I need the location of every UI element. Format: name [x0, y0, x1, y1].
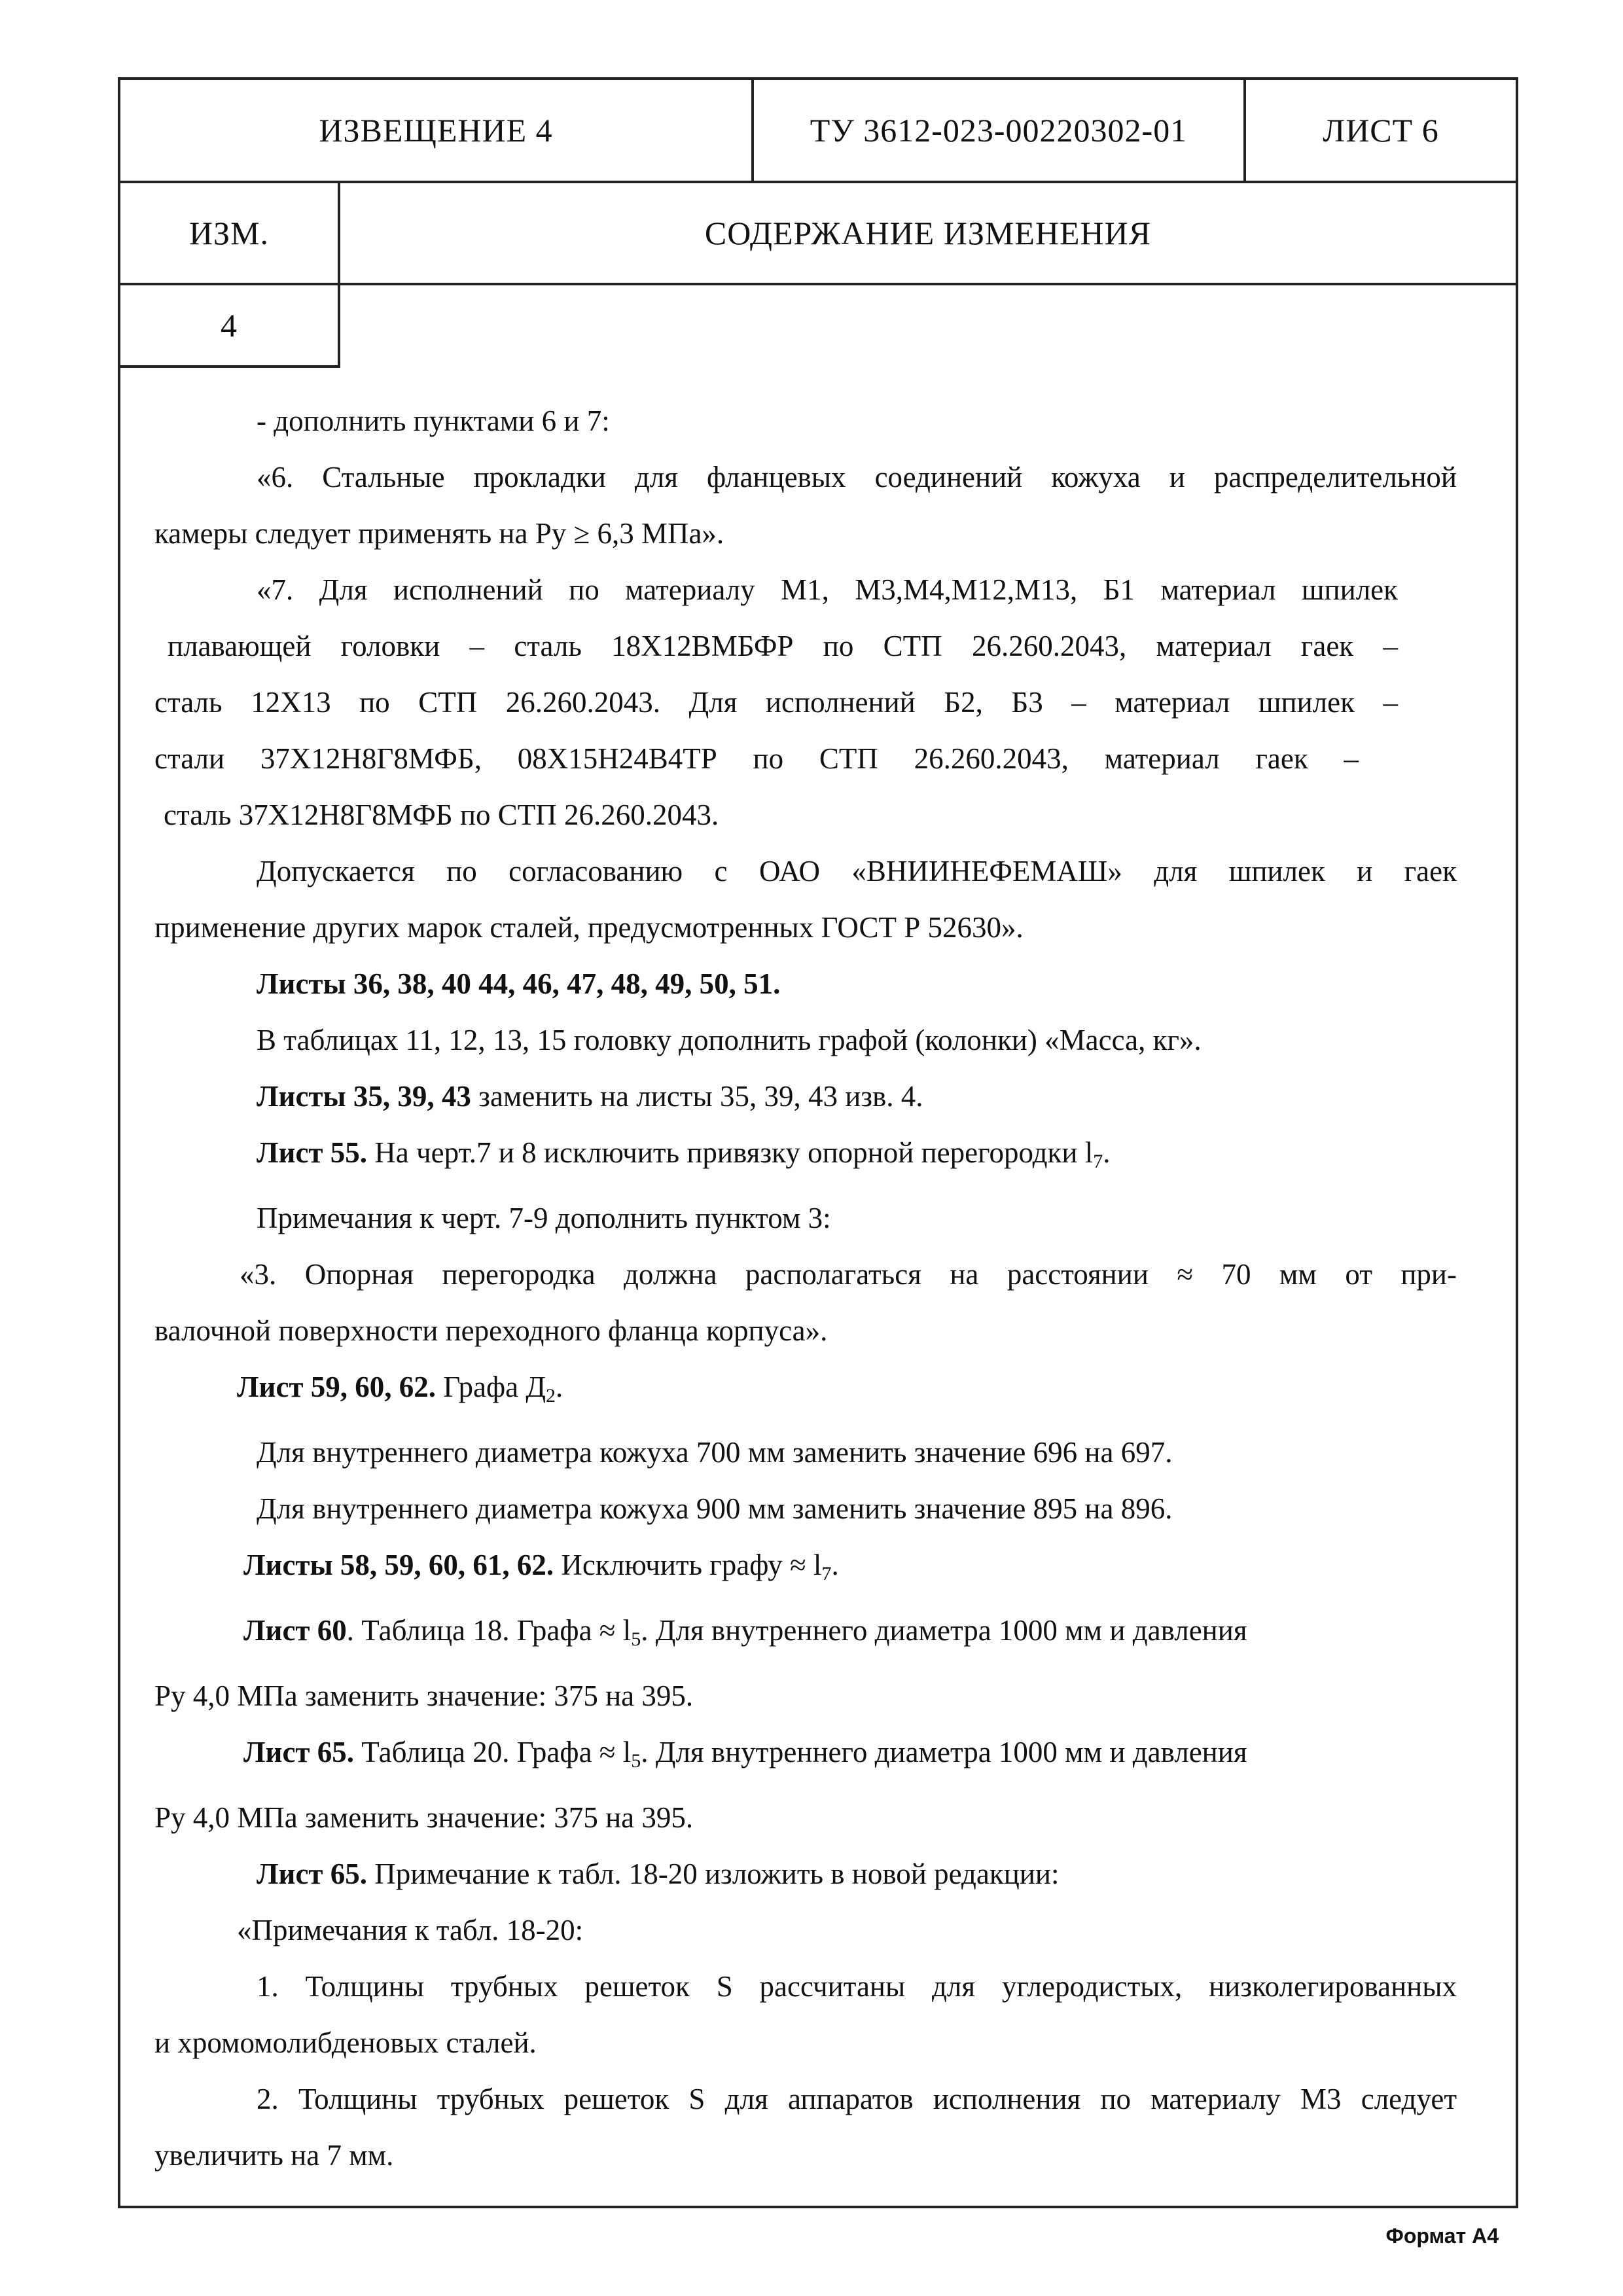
- text-fragment: .: [1103, 1136, 1111, 1169]
- sheet-ref: Лист 65.: [243, 1736, 355, 1768]
- text-line: «3. Опорная перегородка должна располагаться на расстоянии ≈ 70 мм от при-: [240, 1258, 1457, 1291]
- text-line: сталь 12Х13 по СТП 26.260.2043. Для исполнений Б2, Б3 – материал шпилек –: [154, 686, 1398, 719]
- text-line: [154, 1724, 1457, 1789]
- text-line: Допускается по согласованию с ОАО «ВНИИНЕФЕМАШ» для шпилек и гаек: [257, 855, 1457, 888]
- sheet-ref: Лист 55.: [257, 1136, 368, 1169]
- subscript: 7: [821, 1563, 832, 1585]
- text-line: камеры следует применять на Ру ≥ 6,3 МПа».: [154, 517, 724, 550]
- subscript: 5: [631, 1750, 641, 1772]
- text-line: Ру 4,0 МПа заменить значение: 375 на 395.: [154, 1679, 694, 1712]
- sheet-cell: ЛИСТ 6: [1246, 80, 1516, 183]
- change-content: [154, 393, 1457, 2183]
- text-line: В таблицах 11, 12, 13, 15 головку дополнить графой (колонки) «Масса, кг».: [257, 1024, 1202, 1056]
- text-fragment: Таблица 20. Графа ≈ l: [354, 1736, 632, 1768]
- subscript: 2: [546, 1385, 556, 1407]
- change-number-cell: 4: [120, 285, 340, 368]
- text-line: Для внутреннего диаметра кожуха 900 мм заменить значение 895 на 896.: [257, 1492, 1173, 1525]
- text-line: сталь 37Х12Н8Г8МФБ по СТП 26.260.2043.: [164, 798, 719, 831]
- page-format-label: Формат А4: [1385, 2224, 1499, 2248]
- text-line: плавающей головки – сталь 18Х12ВМБФР по СТП 26.260.2043, материал гаек –: [168, 630, 1398, 662]
- subscript: 5: [631, 1628, 641, 1650]
- text-line: Примечания к черт. 7-9 дополнить пунктом 3:: [257, 1202, 831, 1234]
- text-fragment: На черт.7 и 8 исключить привязку опорной перегородки l: [367, 1136, 1094, 1169]
- sheet-ref: Листы 35, 39, 43: [257, 1080, 471, 1113]
- text-line: «6. Стальные прокладки для фланцевых соединений кожуха и распределительной: [257, 461, 1457, 493]
- text-fragment: Примечание к табл. 18-20 изложить в новой редакции:: [367, 1857, 1060, 1890]
- sheet-ref: Лист 65.: [257, 1857, 368, 1890]
- text-line: [154, 1068, 1457, 1124]
- sheet-ref: Лист 59, 60, 62.: [237, 1371, 437, 1403]
- sheet-ref: Лист 60: [243, 1614, 347, 1647]
- text-line: применение других марок сталей, предусмотренных ГОСТ Р 52630».: [154, 911, 1024, 944]
- text-fragment: заменить на листы 35, 39, 43 изв. 4.: [471, 1080, 923, 1113]
- text-fragment: Исключить графу ≈ l: [554, 1549, 822, 1581]
- text-line: стали 37Х12Н8Г8МФБ, 08Х15Н24В4ТР по СТП 26.260.2043, материал гаек –: [154, 742, 1359, 775]
- text-fragment: Графа Д: [436, 1371, 546, 1403]
- text-line: Для внутреннего диаметра кожуха 700 мм заменить значение 696 на 697.: [257, 1436, 1173, 1469]
- text-line: 1. Толщины трубных решеток S рассчитаны для углеродистых, низколегированных: [257, 1970, 1457, 2003]
- text-fragment: . Для внутреннего диаметра 1000 мм и давления: [641, 1736, 1247, 1768]
- text-line: и хромомолибденовых сталей.: [154, 2026, 537, 2059]
- text-line: [154, 1124, 1457, 1190]
- text-line: «7. Для исполнений по материалу М1, М3,М4,М12,М13, Б1 материал шпилек: [257, 573, 1398, 606]
- text-fragment: .: [556, 1371, 563, 1403]
- notice-cell: ИЗВЕЩЕНИЕ 4: [120, 80, 754, 183]
- text-line: [154, 1537, 1457, 1602]
- change-column-header: ИЗМ.: [120, 183, 340, 285]
- text-line: 2. Толщины трубных решеток S для аппаратов исполнения по материалу М3 следует: [257, 2083, 1457, 2115]
- text-line: валочной поверхности переходного фланца корпуса».: [154, 1314, 828, 1347]
- content-column-header: СОДЕРЖАНИЕ ИЗМЕНЕНИЯ: [340, 183, 1516, 285]
- text-fragment: . Таблица 18. Графа ≈ l: [346, 1614, 632, 1647]
- text-fragment: .: [831, 1549, 839, 1581]
- sheet-ref: Листы 58, 59, 60, 61, 62.: [243, 1549, 554, 1581]
- subscript: 7: [1093, 1151, 1103, 1172]
- doc-code-cell: ТУ 3612-023-00220302-01: [754, 80, 1246, 183]
- text-line: «Примечания к табл. 18-20:: [237, 1914, 584, 1946]
- text-line: Ру 4,0 МПа заменить значение: 375 на 395.: [154, 1801, 694, 1834]
- text-line: увеличить на 7 мм.: [154, 2139, 394, 2172]
- text-line: [154, 1602, 1457, 1668]
- text-fragment: . Для внутреннего диаметра 1000 мм и давления: [641, 1614, 1247, 1647]
- text-line: Листы 36, 38, 40 44, 46, 47, 48, 49, 50, 51.: [257, 967, 781, 1000]
- text-line: [154, 1359, 1457, 1424]
- text-line: - дополнить пунктами 6 и 7:: [257, 404, 610, 437]
- text-line: [154, 1846, 1457, 1902]
